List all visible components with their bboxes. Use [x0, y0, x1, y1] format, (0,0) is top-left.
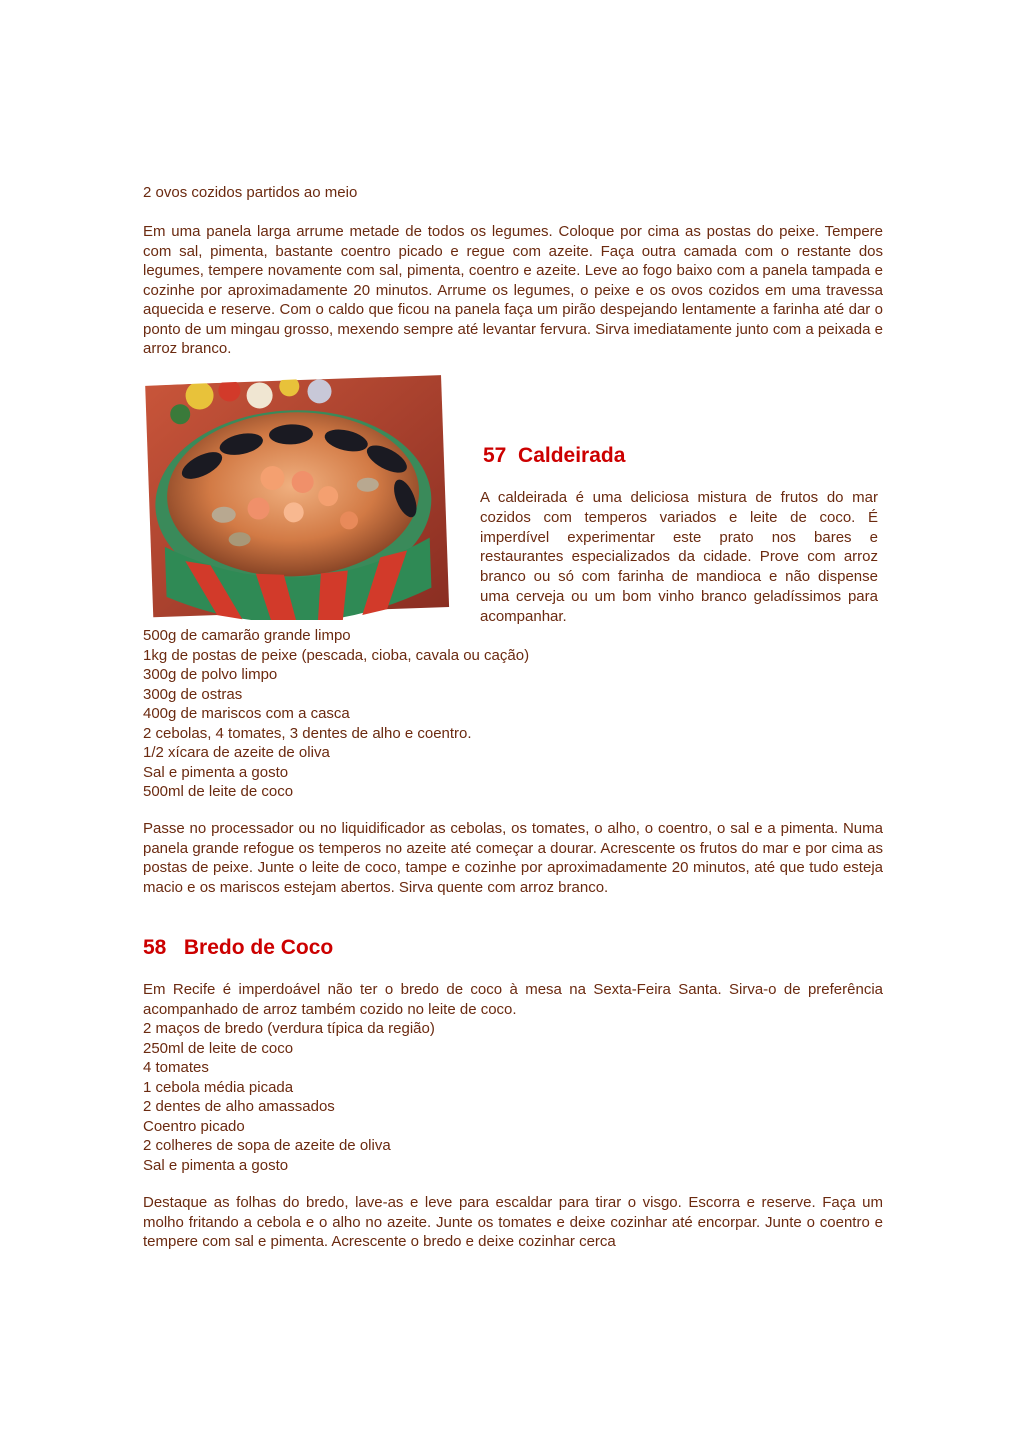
- recipe-58-title: Bredo de Coco: [183, 936, 334, 959]
- ingredient-item: 500g de camarão grande limpo: [143, 627, 351, 644]
- ingredient-item: 1 cebola média picada: [143, 1078, 294, 1096]
- ingredient-item: Coentro picado: [143, 1117, 245, 1135]
- ingredient-item: 1/2 xícara de azeite de oliva: [143, 744, 330, 761]
- ingredient-item: 300g de polvo limpo: [143, 666, 278, 683]
- ingredient-item: 2 colheres de sopa de azeite de oliva: [143, 1137, 391, 1154]
- recipe-58-heading: [143, 936, 333, 960]
- intro-paragraph: Em uma panela larga arrume metade de todos os legumes. Coloque por cima as postas do peixe. Tempere com sal, pimenta, bastante coentro picado e regue com azeite. Faça outra camada com o restante dos legumes, tempere novamente com sal, pimenta, coentro e azeite. Leve ao fogo baixo com a panela tampada e cozinhe por aproximadamente 20 minutos. Arrume os legumes, o peixe e os ovos cozidos em uma travessa aquecida e reserve. Com o caldo que ficou na panela faça um pirão despejando lentamente a farinha até dar o ponto de um mingau grosso, mexendo sempre até levantar fervura. Sirva imediatamente junto com a peixada e arroz branco.: [143, 223, 883, 357]
- recipe-58-ingredients: [143, 1019, 883, 1175]
- ingredient-item: Sal e pimenta a gosto: [143, 763, 289, 781]
- ingredient-item: 300g de ostras: [143, 685, 243, 703]
- ingredient-item: 2 cebolas, 4 tomates, 3 dentes de alho e coentro.: [143, 724, 472, 742]
- recipe-57-title: Caldeirada: [518, 444, 626, 467]
- recipe-58-number: 58: [143, 936, 167, 959]
- ingredient-item: 2 dentes de alho amassados: [143, 1098, 335, 1115]
- recipe-57-heading: [483, 444, 625, 468]
- recipe-57-ingredients: [143, 626, 883, 802]
- ingredient-item: 250ml de leite de coco: [143, 1039, 294, 1057]
- ingredient-item: 1kg de postas de peixe (pescada, cioba, cavala ou cação): [143, 646, 530, 664]
- caldeirada-photo: [143, 362, 466, 620]
- recipe-57-method: Passe no processador ou no liquidificador as cebolas, os tomates, o alho, o coentro, o sal e a pimenta. Numa panela grande refogue os temperos no azeite até começar a dourar. Acrescente os frutos do mar e por cima as postas de peixe. Junte o leite de coco, tampe e cozinhe por aproximadamente 20 minutos, até que tudo esteja macio e os mariscos estejam abertos. Sirva quente com arroz branco.: [143, 820, 883, 896]
- recipe-57-number: 57: [483, 444, 507, 467]
- recipe-57-description: A caldeirada é uma deliciosa mistura de frutos do mar cozidos com temperos variados e leite de coco. É imperdível experimentar este prato nos bares e restaurantes especializados da cidade. Prove com arroz branco ou só com farinha de mandioca e não dispense uma cerveja ou um bom vinho branco geladíssimos para acompanhar.: [480, 489, 878, 625]
- ingredient-item: Sal e pimenta a gosto: [143, 1156, 289, 1174]
- recipe-58-method: Destaque as folhas do bredo, lave-as e leve para escaldar para tirar o visgo. Escorra e reserve. Faça um molho fritando a cebola e o alho no azeite. Junte os tomates e deixe cozinhar até encorpar. Junte o coentro e tempere com sal e pimenta. Acrescente o bredo e deixe cozinhar cerca: [143, 1194, 883, 1250]
- intro-line: 2 ovos cozidos partidos ao meio: [143, 184, 358, 201]
- ingredient-item: 400g de mariscos com a casca: [143, 705, 350, 722]
- caldeirada-photo-illustration: [143, 362, 466, 620]
- ingredient-item: 4 tomates: [143, 1059, 209, 1076]
- ingredient-item: 2 maços de bredo (verdura típica da região): [143, 1020, 435, 1037]
- ingredient-item: 500ml de leite de coco: [143, 783, 294, 800]
- recipe-58-description: Em Recife é imperdoável não ter o bredo de coco à mesa na Sexta-Feira Santa. Sirva-o de preferência acompanhado de arroz também cozido no leite de coco.: [143, 981, 883, 1018]
